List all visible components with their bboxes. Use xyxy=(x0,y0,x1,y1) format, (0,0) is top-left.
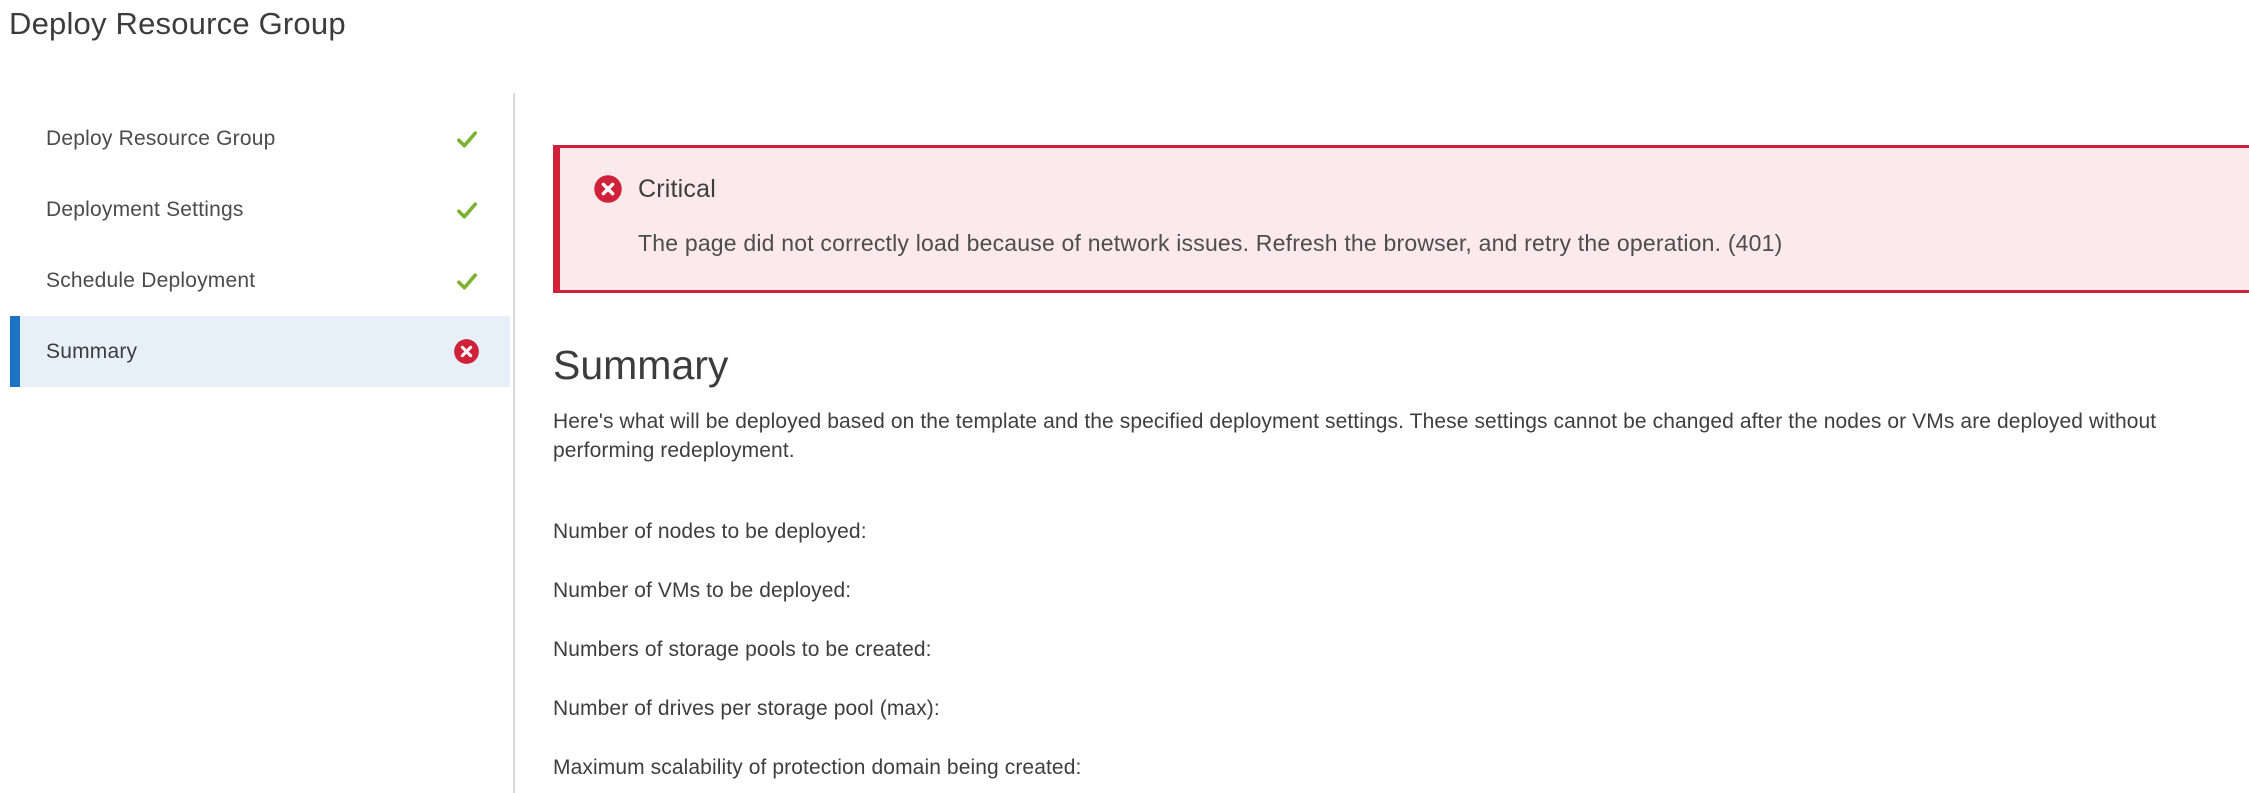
step-deployment-settings[interactable] xyxy=(10,174,510,245)
summary-field-list xyxy=(553,521,1081,778)
selected-step-accent-bar xyxy=(10,316,20,387)
error-icon xyxy=(593,174,623,204)
critical-alert-banner xyxy=(553,145,2249,293)
alert-severity-label: Critical xyxy=(638,174,716,203)
check-icon xyxy=(454,126,480,152)
field-label-protection-domain-scalability: Maximum scalability of protection domain being created: xyxy=(553,756,1082,779)
step-deploy-resource-group[interactable] xyxy=(10,103,510,174)
main-content xyxy=(517,0,2249,793)
step-label: Schedule Deployment xyxy=(46,268,256,292)
field-label-nodes: Number of nodes to be deployed: xyxy=(553,520,867,543)
summary-heading: Summary xyxy=(553,342,729,388)
step-label: Deploy Resource Group xyxy=(46,126,276,150)
wizard-step-list xyxy=(0,93,513,387)
step-label: Deployment Settings xyxy=(46,197,244,221)
step-label: Summary xyxy=(46,339,138,363)
page-title: Deploy Resource Group xyxy=(9,6,346,41)
field-label-vms: Number of VMs to be deployed: xyxy=(553,579,852,602)
step-summary[interactable] xyxy=(10,316,510,387)
check-icon xyxy=(454,268,480,294)
error-icon xyxy=(453,338,480,365)
check-icon xyxy=(454,197,480,223)
alert-message: The page did not correctly load because of network issues. Refresh the browser, and retry the operation. (401) xyxy=(638,230,1783,256)
wizard-step-sidebar xyxy=(0,93,515,793)
step-schedule-deployment[interactable] xyxy=(10,245,510,316)
field-label-storage-pools: Numbers of storage pools to be created: xyxy=(553,638,932,661)
field-label-drives-per-pool: Number of drives per storage pool (max): xyxy=(553,697,940,720)
alert-header xyxy=(593,174,2229,204)
summary-description: Here's what will be deployed based on the template and the specified deployment settings. These settings cannot be changed after the nodes or VMs are deployed without performing redeployment. xyxy=(553,410,2157,462)
